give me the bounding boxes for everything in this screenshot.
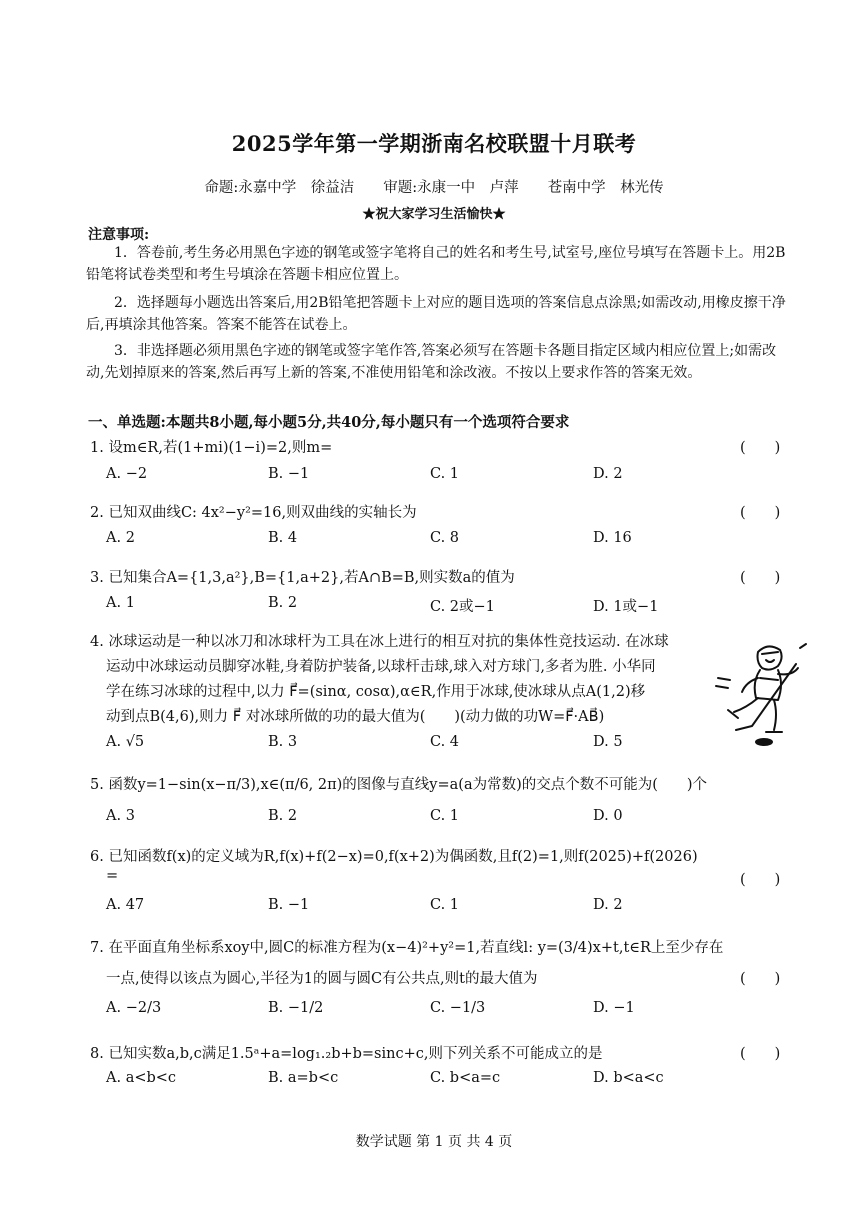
q8-option-b: B. a=b<c [268, 1070, 339, 1086]
note-3: 3．非选择题必须用黑色字迹的钢笔或签字笔作答,答案必须写在答题卡各题目指定区域内相应位置上;如需改动,先划掉原来的答案,然后再写上新的答案,不准使用铅笔和涂改液。不按以上要求作答的答案无效。 [86, 343, 777, 381]
q2-option-a: A. 2 [106, 530, 135, 546]
question-1-stem: 1. 设m∈R,若(1+mi)(1−i)=2,则m= [90, 440, 333, 456]
q4-option-b: B. 3 [268, 734, 298, 750]
q8-option-a: A. a<b<c [106, 1070, 177, 1086]
q8-option-d: D. b<a<c [593, 1070, 664, 1086]
question-5-stem: 5. 函数y=1−sin(x−π/3),x∈(π/6, 2π)的图像与直线y=a(a为常数)的交点个数不可能为( )个 [90, 777, 708, 793]
q6-option-c: C. 1 [430, 897, 460, 913]
q8-option-c: C. b<a=c [430, 1070, 501, 1086]
q3-option-c: C. 2或−1 [430, 599, 495, 615]
q4-option-d: D. 5 [593, 734, 623, 750]
q4-option-a: A. √5 [106, 734, 145, 750]
q2-option-c: C. 8 [430, 530, 460, 546]
question-6-line-2: = [106, 868, 119, 884]
ice-hockey-player-icon [712, 638, 812, 750]
q7-option-c: C. −1/3 [430, 1000, 486, 1016]
q5-option-d: D. 0 [593, 808, 623, 824]
section-heading: 一、单选题:本题共8小题,每小题5分,共40分,每小题只有一个选项符合要求 [88, 414, 570, 431]
question-4-line-4: 动到点B(4,6),则力 F⃗ 对冰球所做的功的最大值为( )(动力做的功W=F⃗·AB⃗) [106, 709, 605, 725]
answer-paren-2: ( ) [740, 505, 781, 521]
note-2: 2．选择题每小题选出答案后,用2B铅笔把答题卡上对应的题目选项的答案信息点涂黑;如需改动,用橡皮擦干净后,再填涂其他答案。答案不能答在试卷上。 [86, 295, 786, 333]
q7-option-b: B. −1/2 [268, 1000, 324, 1016]
authors-line: 命题:永嘉中学 徐益洁 审题:永康一中 卢萍 苍南中学 林光传 [204, 180, 664, 196]
q4-option-c: C. 4 [430, 734, 460, 750]
q1-option-d: D. 2 [593, 466, 623, 482]
q7-option-a: A. −2/3 [106, 1000, 162, 1016]
notes-heading: 注意事项: [88, 227, 150, 243]
page-footer: 数学试题 第 1 页 共 4 页 [355, 1134, 513, 1150]
question-4-line-2: 运动中冰球运动员脚穿冰鞋,身着防护装备,以球杆击球,球入对方球门,多者为胜. 小华同 [106, 659, 656, 675]
q1-option-b: B. −1 [268, 466, 310, 482]
q1-option-c: C. 1 [430, 466, 460, 482]
q3-option-d: D. 1或−1 [593, 599, 659, 615]
question-2-stem: 2. 已知双曲线C: 4x²−y²=16,则双曲线的实轴长为 [90, 505, 417, 521]
question-4-line-1: 4. 冰球运动是一种以冰刀和冰球杆为工具在冰上进行的相互对抗的集体性竞技运动. 在冰球 [90, 634, 669, 650]
q6-option-b: B. −1 [268, 897, 310, 913]
q6-option-a: A. 47 [106, 897, 145, 913]
question-7-line-1: 7. 在平面直角坐标系xoy中,圆C的标准方程为(x−4)²+y²=1,若直线l: y=(3/4)x+t,t∈R上至少存在 [90, 940, 724, 956]
q6-option-d: D. 2 [593, 897, 623, 913]
q5-option-a: A. 3 [106, 808, 135, 824]
q5-option-c: C. 1 [430, 808, 460, 824]
wish-line: ★祝大家学习生活愉快★ [362, 207, 506, 222]
q2-option-b: B. 4 [268, 530, 298, 546]
q7-option-d: D. −1 [593, 1000, 635, 1016]
q2-option-d: D. 16 [593, 530, 632, 546]
question-7-line-2: 一点,使得以该点为圆心,半径为1的圆与圆C有公共点,则t的最大值为 [106, 971, 538, 987]
answer-paren-3: ( ) [740, 570, 781, 586]
question-8-stem: 8. 已知实数a,b,c满足1.5ᵃ+a=log₁.₂b+b=sinc+c,则下列关系不可能成立的是 [90, 1046, 603, 1062]
question-6-line-1: 6. 已知函数f(x)的定义域为R,f(x)+f(2−x)=0,f(x+2)为偶函数,且f(2)=1,则f(2025)+f(2026) [90, 849, 698, 865]
q3-option-b: B. 2 [268, 595, 298, 611]
note-1: 1．答卷前,考生务必用黑色字迹的钢笔或签字笔将自己的姓名和考生号,试室号,座位号填写在答题卡上。用2B铅笔将试卷类型和考生号填涂在答题卡相应位置上。 [86, 245, 786, 283]
q3-option-a: A. 1 [106, 595, 135, 611]
answer-paren-8: ( ) [740, 1046, 781, 1062]
q5-option-b: B. 2 [268, 808, 298, 824]
exam-title: 2025学年第一学期浙南名校联盟十月联考 [231, 131, 637, 156]
answer-paren-7: ( ) [740, 971, 781, 987]
question-4-line-3: 学在练习冰球的过程中,以力 F⃗=(sinα, cosα),α∈R,作用于冰球,使冰球从点A(1,2)移 [106, 684, 646, 700]
q1-option-a: A. −2 [106, 466, 148, 482]
question-3-stem: 3. 已知集合A={1,3,a²},B={1,a+2},若A∩B=B,则实数a的值为 [90, 570, 515, 586]
answer-paren-6: ( ) [740, 872, 781, 888]
answer-paren-1: ( ) [740, 440, 781, 456]
